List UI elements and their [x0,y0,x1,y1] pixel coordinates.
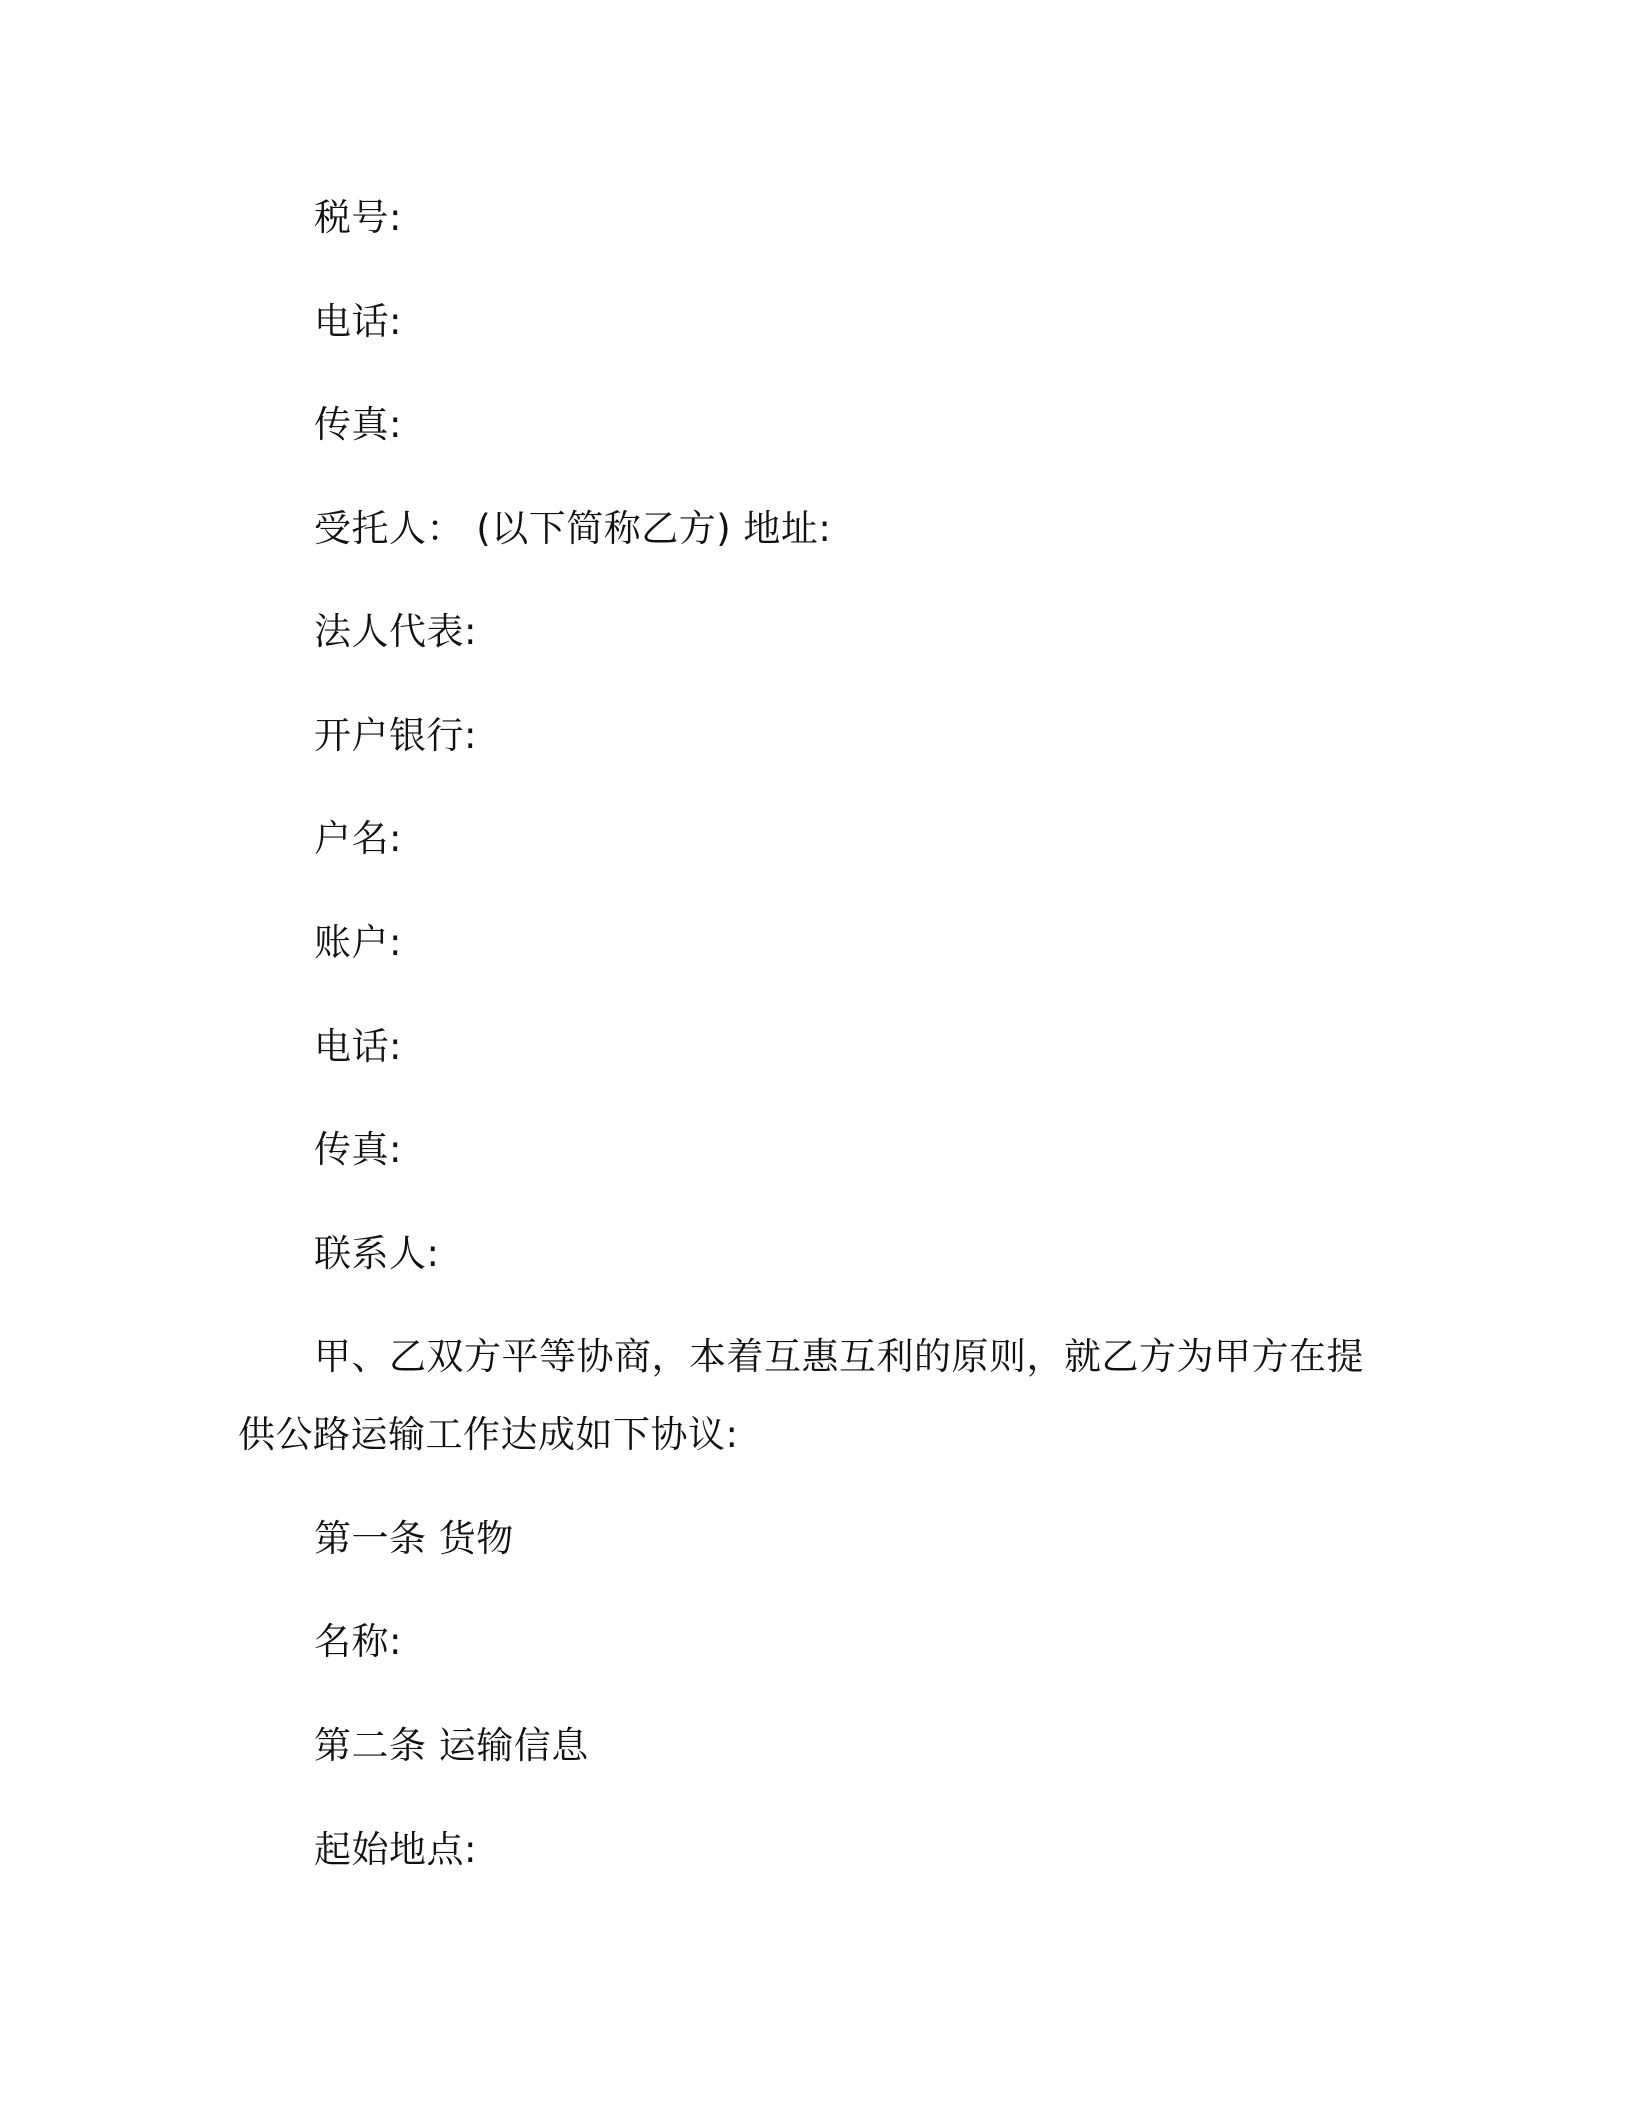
article-one-heading: 第一条 货物 [314,1517,514,1560]
account-name-label: 户名: [314,817,402,860]
trustee-address-label: 受托人： (以下简称乙方) 地址: [314,507,832,550]
tax-number-label: 税号: [314,196,402,239]
fax-label-2: 传真: [314,1128,402,1171]
agreement-paragraph-line-2: 供公路运输工作达成如下协议: [238,1413,739,1456]
contact-person-label: 联系人: [314,1232,440,1275]
goods-name-label: 名称: [314,1620,402,1663]
phone-label-2: 电话: [314,1025,402,1068]
bank-label: 开户银行: [314,714,477,757]
agreement-paragraph-line-1: 甲、乙双方平等协商，本着互惠互利的原则，就乙方为甲方在提 [314,1335,1364,1378]
fax-label: 传真: [314,403,402,446]
origin-location-label: 起始地点: [314,1828,477,1871]
legal-representative-label: 法人代表: [314,610,477,653]
article-two-heading: 第二条 运输信息 [314,1724,589,1767]
phone-label: 电话: [314,300,402,343]
account-label: 账户: [314,921,402,964]
